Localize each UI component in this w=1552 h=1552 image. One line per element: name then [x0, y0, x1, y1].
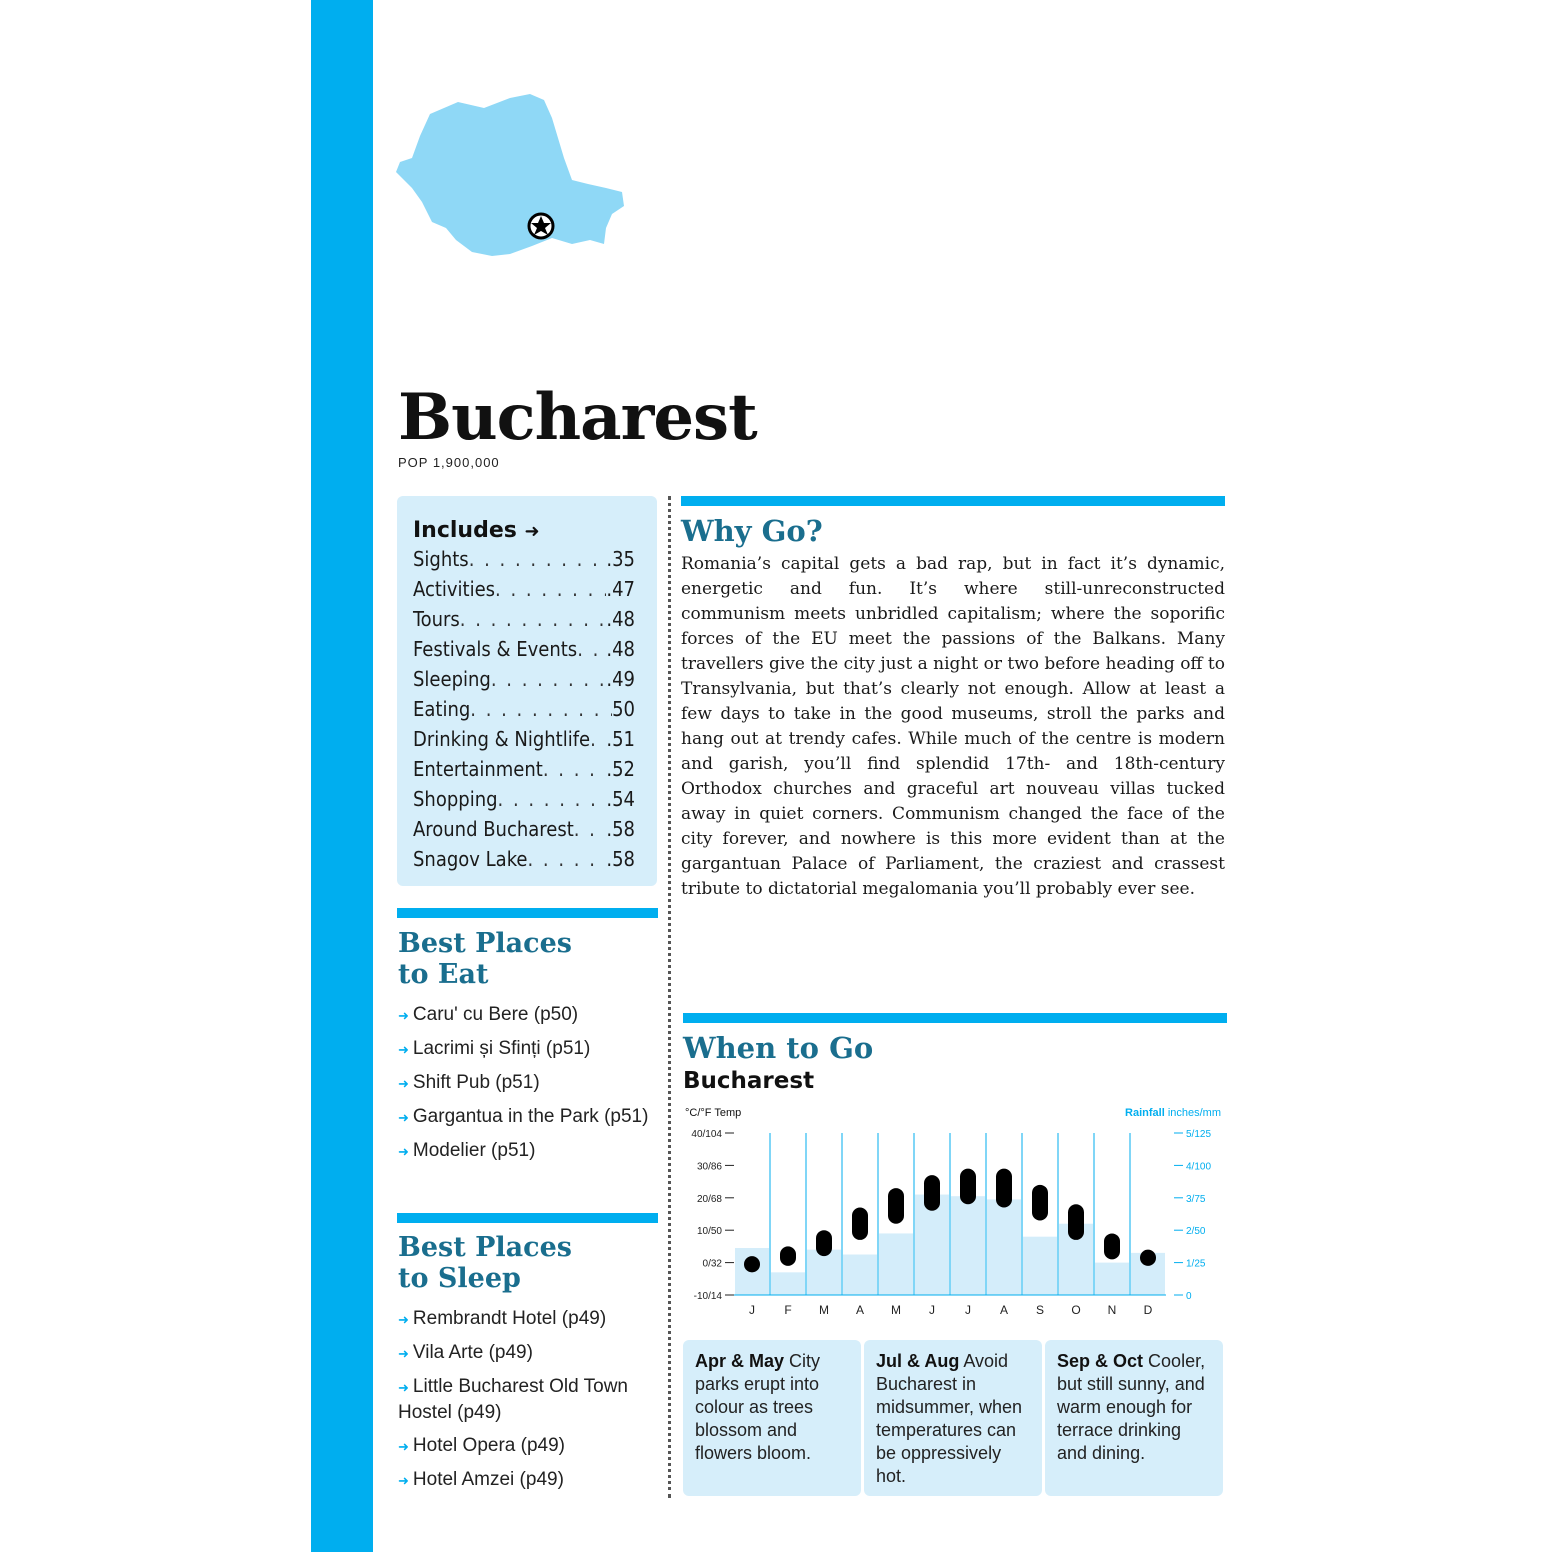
includes-item-page: .58	[606, 817, 635, 841]
includes-item[interactable]	[413, 664, 635, 694]
list-item-label: Gargantua in the Park (p51)	[412, 1106, 649, 1127]
includes-item[interactable]	[413, 694, 635, 724]
temp-range-bar	[1032, 1185, 1048, 1221]
includes-item-label: Activities	[413, 577, 496, 601]
section-rule	[397, 908, 658, 918]
dot-leader	[577, 634, 606, 664]
month-label: D	[1143, 1303, 1153, 1317]
list-item-label: Lacrimi și Sfinți (p51)	[412, 1038, 591, 1059]
list-item-label: Hotel Opera (p49)	[412, 1435, 565, 1456]
rain-bar	[771, 1272, 805, 1295]
when-card	[864, 1340, 1042, 1496]
month-label: A	[855, 1303, 865, 1317]
month-label: M	[891, 1303, 901, 1317]
temp-tick-label: 20/68	[696, 1193, 722, 1205]
includes-item-page: .47	[606, 577, 635, 601]
best-eat-list	[398, 1002, 653, 1172]
rain-bar	[807, 1250, 841, 1295]
arrow-right-icon: ➜	[398, 1076, 409, 1091]
arrow-right-icon: ➜	[398, 1312, 409, 1327]
month-label: F	[784, 1303, 792, 1317]
dot-leader	[491, 664, 607, 694]
includes-item-label: Drinking & Nightlife	[413, 727, 591, 751]
includes-item[interactable]	[413, 724, 635, 754]
rain-tick-label: 5/125	[1186, 1129, 1212, 1140]
temp-range-bar	[780, 1246, 796, 1265]
best-eat-heading-line2: to Eat	[398, 959, 489, 990]
includes-item[interactable]	[413, 634, 635, 664]
temp-tick-label: 10/50	[696, 1226, 722, 1238]
arrow-right-icon: ➜	[398, 1042, 409, 1057]
month-label: M	[819, 1303, 829, 1317]
rain-tick-label: 4/100	[1186, 1161, 1212, 1173]
dot-leader	[460, 604, 607, 634]
includes-item-page: .48	[606, 637, 635, 661]
dot-leader	[590, 724, 606, 754]
card-text: Avoid Bucharest in midsummer, when temperatures can be oppressively hot.	[876, 1351, 1023, 1486]
best-sleep-list	[398, 1306, 653, 1501]
temp-axis-label: °C/°F Temp	[685, 1107, 742, 1119]
includes-item[interactable]	[413, 844, 635, 874]
includes-item-label: Around Bucharest	[413, 817, 574, 841]
month-label: J	[749, 1303, 755, 1317]
includes-item-label: Entertainment	[413, 757, 543, 781]
romania-map	[392, 88, 632, 263]
rain-tick-label: 1/25	[1186, 1258, 1206, 1270]
dot-leader	[498, 784, 607, 814]
arrow-right-icon: ➜	[398, 1346, 409, 1361]
dot-leader	[527, 844, 606, 874]
dot-leader	[543, 754, 607, 784]
temp-range-bar	[816, 1230, 832, 1256]
arrow-right-icon: ➜	[398, 1380, 409, 1395]
list-item[interactable]	[398, 1104, 653, 1130]
section-rule	[683, 1013, 1227, 1023]
arrow-right-icon: ➜	[398, 1439, 409, 1454]
temp-range-bar	[1104, 1233, 1120, 1259]
list-item[interactable]	[398, 1138, 653, 1164]
list-item-label: Rembrandt Hotel (p49)	[412, 1308, 607, 1329]
includes-item-label: Snagov Lake	[413, 847, 528, 871]
list-item[interactable]	[398, 1340, 653, 1366]
list-item-label: Caru' cu Bere (p50)	[412, 1004, 579, 1025]
includes-item-page: .48	[606, 607, 635, 631]
why-go-heading: Why Go?	[681, 514, 823, 548]
includes-list	[413, 544, 635, 874]
section-rule	[397, 1213, 658, 1223]
list-item[interactable]	[398, 1036, 653, 1062]
arrow-right-icon: ➜	[524, 521, 540, 542]
rain-bar	[879, 1233, 913, 1295]
list-item-label: Shift Pub (p51)	[412, 1072, 540, 1093]
best-eat-heading	[398, 928, 572, 990]
temp-range-bar	[888, 1188, 904, 1224]
list-item[interactable]	[398, 1002, 653, 1028]
best-sleep-heading-line2: to Sleep	[398, 1263, 521, 1294]
when-card	[1045, 1340, 1223, 1496]
card-period: Apr & May	[695, 1351, 785, 1371]
card-text: Cooler, but still sunny, and warm enough for terrace drinking and dining.	[1057, 1351, 1206, 1463]
card-period: Jul & Aug	[876, 1351, 960, 1371]
rain-bar	[951, 1196, 985, 1295]
includes-box	[397, 496, 657, 886]
list-item[interactable]	[398, 1374, 653, 1425]
month-label: J	[965, 1303, 971, 1317]
rain-tick-label: 3/75	[1186, 1193, 1206, 1205]
includes-item[interactable]	[413, 784, 635, 814]
best-sleep-heading-line1: Best Places	[398, 1232, 572, 1263]
best-sleep-heading	[398, 1232, 572, 1294]
temp-range-bar	[996, 1169, 1012, 1208]
list-item-label: Modelier (p51)	[412, 1140, 536, 1161]
population: POP 1,900,000	[398, 455, 500, 470]
list-item[interactable]	[398, 1467, 653, 1493]
list-item-label: Hotel Amzei (p49)	[412, 1469, 564, 1490]
section-rule	[681, 496, 1225, 506]
includes-item[interactable]	[413, 604, 635, 634]
temp-range-bar	[852, 1208, 868, 1240]
column-divider	[668, 496, 671, 1498]
includes-item-page: .58	[606, 847, 635, 871]
temp-tick-label: 0/32	[702, 1258, 722, 1270]
list-item[interactable]	[398, 1070, 653, 1096]
card-period: Sep & Oct	[1057, 1351, 1144, 1371]
includes-item[interactable]	[413, 814, 635, 844]
temp-tick-label: 40/104	[691, 1129, 722, 1140]
includes-item[interactable]	[413, 544, 635, 574]
temp-tick-label: 30/86	[696, 1161, 722, 1173]
arrow-right-icon: ➜	[398, 1008, 409, 1023]
includes-item-label: Sleeping	[413, 667, 491, 691]
list-item[interactable]	[398, 1433, 653, 1459]
why-go-text: Romania’s capital gets a bad rap, but in fact it’s dynamic, energetic and fun. It’s where still-unreconstructed communism meets unbridled capitalism; where the soporific forces of the EU meet the passions of the Balkans. Many travellers give the city just a night or two before heading off to Transylvania, but that’s clearly not enough. Allow at least a few days to take in the good museums, stroll the parks and hang out at trendy cafes. While much of the centre is modern and garish, you’ll find splendid 17th- and 18th-century Orthodox churches and graceful art nouveau villas tucked away in quiet corners. Communism changed the face of the city forever, and nowhere is this more evident than at the gargantuan Palace of Parliament, the craziest and crassest tribute to dictatorial megalomania you’ll probably ever see.	[681, 554, 1225, 899]
month-label: J	[929, 1303, 935, 1317]
includes-item-label: Tours	[413, 607, 460, 631]
includes-heading-label: Includes	[413, 518, 517, 543]
card-text: City parks erupt into colour as trees blossom and flowers bloom.	[695, 1351, 821, 1463]
rain-bar	[1095, 1263, 1129, 1295]
when-card	[683, 1340, 861, 1496]
temp-range-bar	[960, 1169, 976, 1205]
romania-shape	[396, 94, 624, 256]
when-to-go-heading: When to Go	[683, 1031, 874, 1065]
rain-bar	[1023, 1237, 1057, 1295]
includes-item-label: Eating	[413, 697, 471, 721]
list-item-label: Vila Arte (p49)	[412, 1342, 533, 1363]
temp-range-bar	[924, 1175, 940, 1211]
includes-item[interactable]	[413, 574, 635, 604]
rain-tick-label: 2/50	[1186, 1226, 1206, 1238]
rain-axis-label: Rainfall inches/mm	[1125, 1107, 1221, 1119]
month-label: O	[1071, 1303, 1081, 1317]
temp-range-bar	[1140, 1250, 1156, 1266]
side-color-bar	[311, 0, 373, 1552]
includes-item-page: 50	[612, 697, 635, 721]
dot-leader	[470, 694, 612, 724]
temp-range-bar	[1068, 1204, 1084, 1240]
arrow-right-icon: ➜	[398, 1110, 409, 1125]
temp-range-bar	[744, 1256, 760, 1272]
month-label: S	[1035, 1303, 1045, 1317]
dot-leader	[469, 544, 607, 574]
best-eat-heading-line1: Best Places	[398, 928, 572, 959]
month-label: A	[999, 1303, 1009, 1317]
dot-leader	[574, 814, 607, 844]
includes-heading	[413, 518, 540, 543]
list-item-label: Little Bucharest Old Town Hostel (p49)	[398, 1376, 629, 1423]
includes-item[interactable]	[413, 754, 635, 784]
month-label: N	[1107, 1303, 1117, 1317]
arrow-right-icon: ➜	[398, 1144, 409, 1159]
includes-item-page: .49	[606, 667, 635, 691]
climate-city: Bucharest	[683, 1068, 815, 1094]
rain-bar	[843, 1255, 877, 1296]
includes-item-page: .54	[606, 787, 635, 811]
page-title: Bucharest	[398, 380, 757, 455]
rain-bar	[987, 1199, 1021, 1295]
climate-chart	[680, 1100, 1230, 1330]
temp-tick-label: -10/14	[693, 1291, 722, 1302]
includes-item-page: .52	[606, 757, 635, 781]
star-icon	[529, 214, 553, 238]
includes-item-label: Festivals & Events	[413, 637, 578, 661]
includes-item-label: Shopping	[413, 787, 498, 811]
rain-tick-label: 0	[1186, 1291, 1192, 1302]
includes-item-label: Sights	[413, 547, 469, 571]
includes-item-page: .51	[606, 727, 635, 751]
dot-leader	[495, 574, 606, 604]
list-item[interactable]	[398, 1306, 653, 1332]
includes-item-page: .35	[606, 547, 635, 571]
arrow-right-icon: ➜	[398, 1473, 409, 1488]
